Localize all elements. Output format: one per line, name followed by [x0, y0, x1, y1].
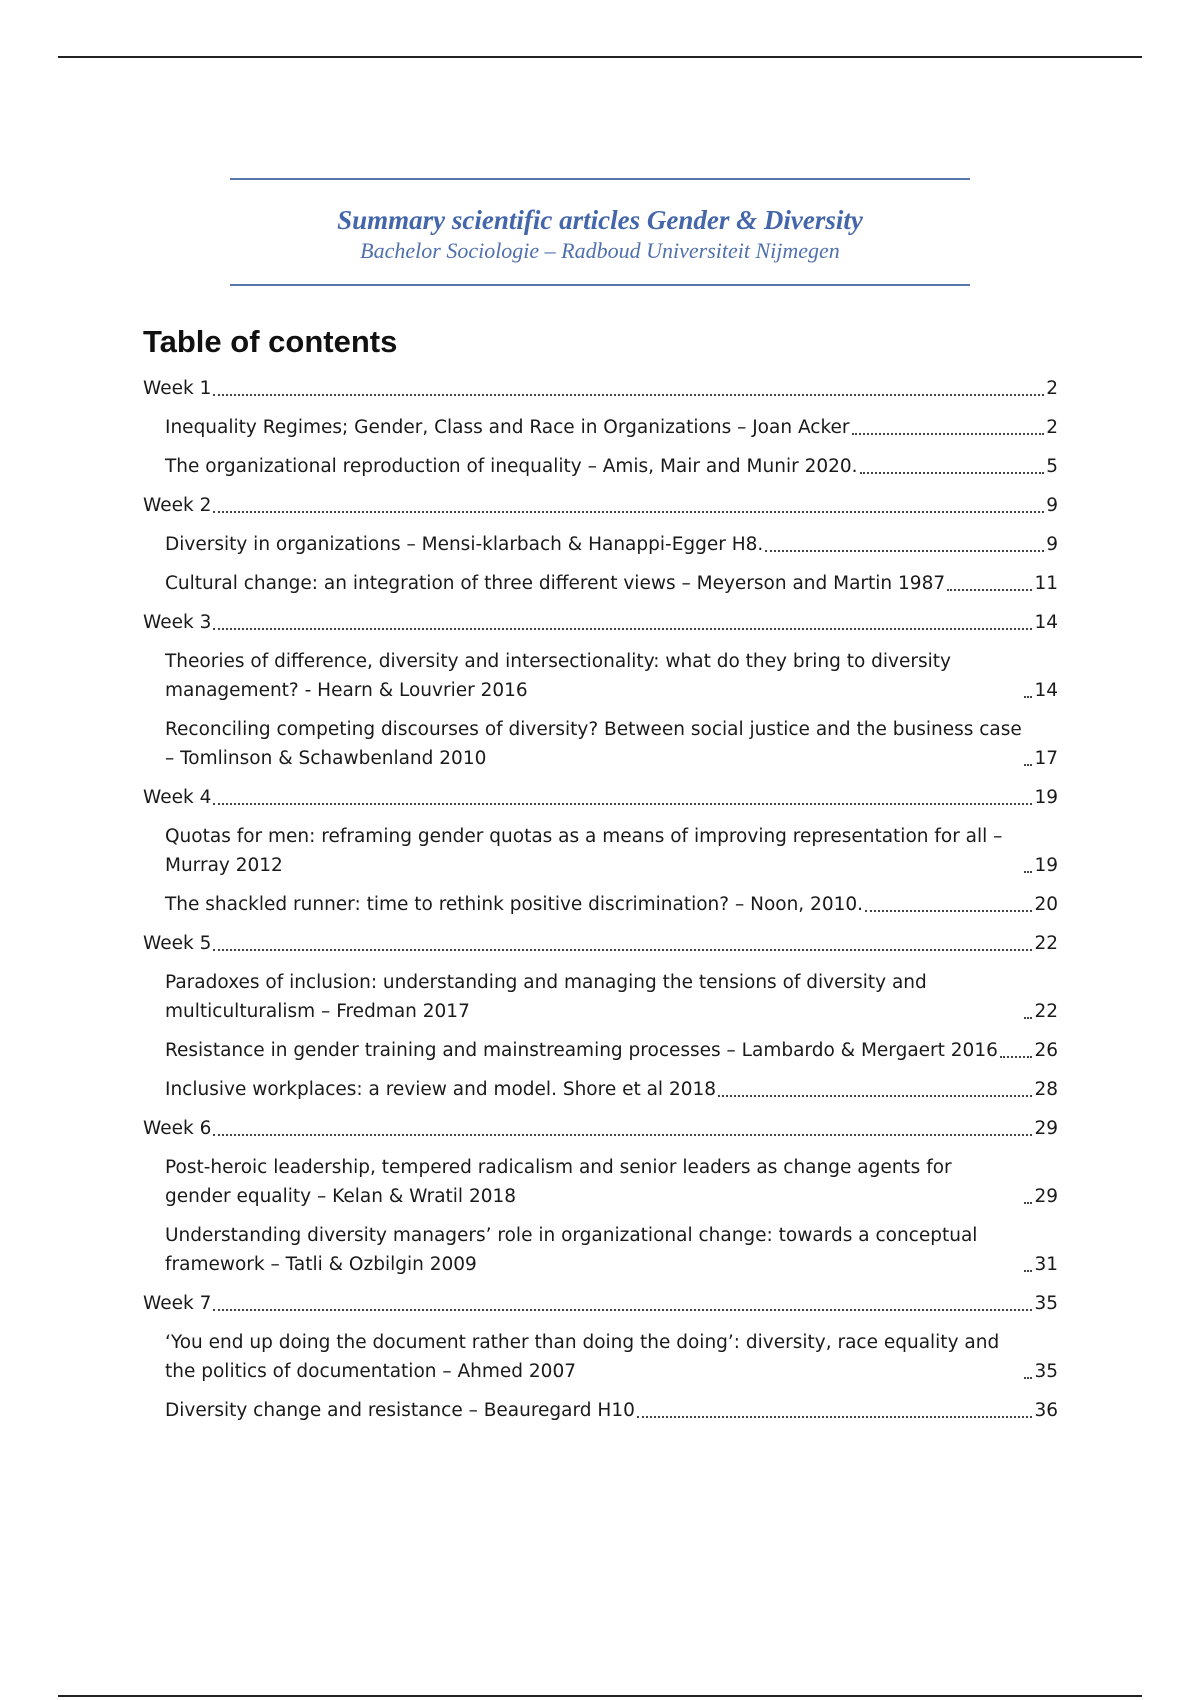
- toc-entry-week[interactable]: [143, 1114, 1058, 1143]
- toc-entry-text: Week 5: [143, 933, 212, 954]
- toc-dot-leader: [637, 1416, 1033, 1418]
- title-block: [230, 178, 970, 286]
- toc-entry-text: Resistance in gender training and mainstreaming processes – Lambardo & Mergaert 2016: [165, 1040, 998, 1061]
- toc-entry-text: Paradoxes of inclusion: understanding and managing the tensions of diversity and multiculturalism – Fredman 2017: [165, 972, 927, 1022]
- toc-entry-text: The shackled runner: time to rethink positive discrimination? – Noon, 2010.: [165, 894, 864, 915]
- toc-entry-article[interactable]: [143, 569, 1058, 598]
- toc-page-number: 36: [1034, 1400, 1058, 1421]
- toc-entry-text: Diversity in organizations – Mensi-klarbach & Hanappi-Egger H8.: [165, 534, 764, 555]
- toc-entry-text: Inequality Regimes; Gender, Class and Race in Organizations – Joan Acker: [165, 417, 850, 438]
- toc-page-number: 19: [1034, 855, 1058, 876]
- toc-page-number: 9: [1046, 495, 1058, 516]
- toc-dot-leader: [718, 1095, 1032, 1097]
- toc-entry-text: Week 6: [143, 1118, 212, 1139]
- toc-entry-article[interactable]: [143, 968, 1058, 1026]
- toc-page-number: 5: [1046, 456, 1058, 477]
- toc-dot-leader: [852, 433, 1045, 435]
- toc-entry-article[interactable]: [143, 413, 1058, 442]
- toc-dot-leader: [765, 550, 1044, 552]
- toc-entry-week[interactable]: [143, 608, 1058, 637]
- toc-dot-leader: [1024, 871, 1032, 873]
- toc-page-number: 31: [1034, 1254, 1058, 1275]
- toc-entry-week[interactable]: [143, 1289, 1058, 1318]
- toc-heading: Table of contents: [143, 324, 398, 359]
- toc-entry-text: Week 7: [143, 1293, 212, 1314]
- toc-entry-text: Post-heroic leadership, tempered radicalism and senior leaders as change agents for gender equality – Kelan & Wratil 2018: [165, 1157, 952, 1207]
- toc-entry-text: Week 1: [143, 378, 212, 399]
- toc-page-number: 17: [1034, 748, 1058, 769]
- toc-entry-text: Week 4: [143, 787, 212, 808]
- toc-dot-leader: [1000, 1056, 1033, 1058]
- toc-entry-text: ‘You end up doing the document rather than doing the doing’: diversity, race equality and the politics of documentation – Ahmed 2007: [165, 1332, 1000, 1382]
- toc-entry-article[interactable]: [143, 452, 1058, 481]
- toc-page-number: 14: [1034, 612, 1058, 633]
- toc-dot-leader: [213, 628, 1032, 630]
- document-subtitle: Bachelor Sociologie – Radboud Universiteit Nijmegen: [360, 238, 840, 263]
- toc-entry-article[interactable]: [143, 1328, 1058, 1386]
- document-title: Summary scientific articles Gender & Diversity: [337, 205, 863, 235]
- toc-entry-text: Quotas for men: reframing gender quotas as a means of improving representation for all – Murray 2012: [165, 826, 1003, 876]
- toc-entry-article[interactable]: [143, 647, 1058, 705]
- toc-dot-leader: [1024, 696, 1032, 698]
- toc-entry-text: Understanding diversity managers’ role in organizational change: towards a conceptual framework – Tatli & Ozbilgin 2009: [165, 1225, 978, 1275]
- toc-entry-article[interactable]: [143, 1153, 1058, 1211]
- toc-entry-article[interactable]: [143, 890, 1058, 919]
- toc-page-number: 14: [1034, 680, 1058, 701]
- toc-page-number: 9: [1046, 534, 1058, 555]
- toc-page-number: 28: [1034, 1079, 1058, 1100]
- toc-page-number: 22: [1034, 933, 1058, 954]
- toc-dot-leader: [213, 803, 1032, 805]
- toc-entry-text: Theories of difference, diversity and intersectionality: what do they bring to diversity management? - Hearn & Louvrier 2016: [165, 651, 951, 701]
- toc-dot-leader: [213, 949, 1032, 951]
- toc-entry-text: The organizational reproduction of inequality – Amis, Mair and Munir 2020.: [165, 456, 858, 477]
- toc-entry-text: Inclusive workplaces: a review and model. Shore et al 2018: [165, 1079, 717, 1100]
- toc-dot-leader: [1024, 1377, 1032, 1379]
- toc-dot-leader: [213, 511, 1044, 513]
- toc-dot-leader: [947, 589, 1032, 591]
- toc-entry-article[interactable]: [143, 822, 1058, 880]
- toc-page-number: 26: [1034, 1040, 1058, 1061]
- toc-dot-leader: [1024, 1270, 1032, 1272]
- toc-dot-leader: [213, 394, 1044, 396]
- toc-page-number: 11: [1034, 573, 1058, 594]
- toc-entry-text: Diversity change and resistance – Beauregard H10: [165, 1400, 635, 1421]
- toc-entry-text: Cultural change: an integration of three different views – Meyerson and Martin 1987: [165, 573, 946, 594]
- toc-entry-week[interactable]: [143, 929, 1058, 958]
- toc-dot-leader: [213, 1134, 1032, 1136]
- toc-entry-article[interactable]: [143, 715, 1058, 773]
- toc-dot-leader: [860, 472, 1045, 474]
- toc-page-number: 29: [1034, 1118, 1058, 1139]
- toc-page-number: 2: [1046, 378, 1058, 399]
- toc-page-number: 35: [1034, 1361, 1058, 1382]
- toc-entry-article[interactable]: [143, 1396, 1058, 1425]
- toc-entry-text: Week 2: [143, 495, 212, 516]
- toc-page-number: 35: [1034, 1293, 1058, 1314]
- toc-page-number: 19: [1034, 787, 1058, 808]
- toc-entry-article[interactable]: [143, 1075, 1058, 1104]
- toc-entry-text: Week 3: [143, 612, 212, 633]
- toc-dot-leader: [1024, 764, 1032, 766]
- toc-dot-leader: [865, 910, 1032, 912]
- toc-page-number: 20: [1034, 894, 1058, 915]
- toc-page-number: 29: [1034, 1186, 1058, 1207]
- toc-dot-leader: [1024, 1017, 1032, 1019]
- toc-entry-article[interactable]: [143, 530, 1058, 559]
- toc-entry-text: Reconciling competing discourses of diversity? Between social justice and the business case – Tomlinson & Schawbenland 2010: [165, 719, 1022, 769]
- toc-page-number: 2: [1046, 417, 1058, 438]
- toc-dot-leader: [1024, 1202, 1032, 1204]
- bottom-page-rule: [58, 1695, 1142, 1697]
- toc-page-number: 22: [1034, 1001, 1058, 1022]
- toc-entry-week[interactable]: [143, 491, 1058, 520]
- top-page-rule: [58, 56, 1142, 58]
- toc-entry-article[interactable]: [143, 1221, 1058, 1279]
- toc-entry-week[interactable]: [143, 374, 1058, 403]
- toc-entry-week[interactable]: [143, 783, 1058, 812]
- table-of-contents: [143, 374, 1058, 1435]
- toc-dot-leader: [213, 1309, 1032, 1311]
- toc-entry-article[interactable]: [143, 1036, 1058, 1065]
